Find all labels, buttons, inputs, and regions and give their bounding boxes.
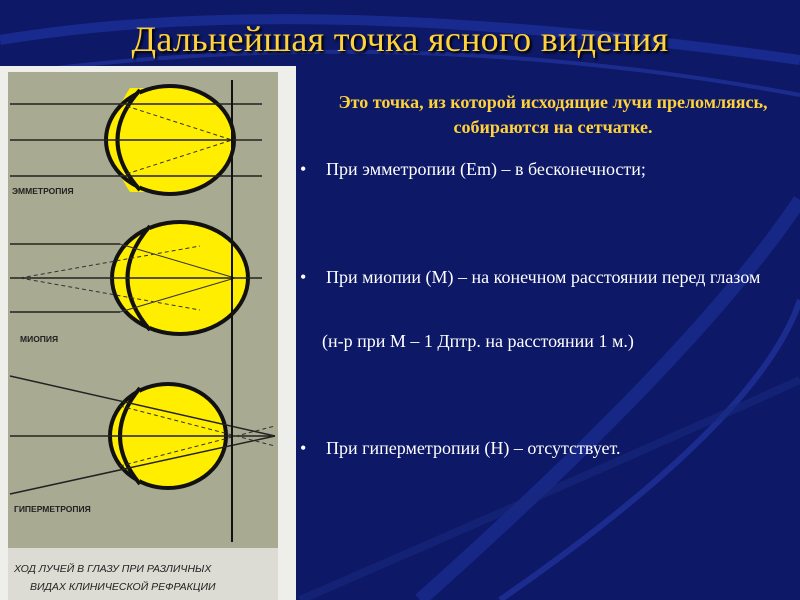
bullet-marker: • <box>300 267 307 287</box>
slide-title: Дальнейшая точка ясного видения <box>131 19 669 59</box>
bullet-emmetropia <box>300 156 790 182</box>
bullet-marker: • <box>300 438 307 458</box>
label-myopia: МИОПИЯ <box>20 334 59 344</box>
myopia-example-note: (н-р при М – 1 Дптр. на расстоянии 1 м.) <box>322 331 634 351</box>
bullet-text: При эмметропии (Em) – в бесконечности; <box>326 159 646 179</box>
label-hypermetropia: ГИПЕРМЕТРОПИЯ <box>14 504 91 514</box>
intro-definition: Это точка, из которой исходящие лучи преломляясь, собираются на сетчатке. <box>338 92 768 137</box>
bullet-hypermetropia <box>300 435 790 461</box>
bullet-text: При гиперметропии (Н) – отсутствует. <box>326 438 621 458</box>
refraction-diagram <box>0 66 296 600</box>
label-emmetropia: ЭММЕТРОПИЯ <box>12 186 74 196</box>
bullet-myopia <box>300 264 790 290</box>
bullet-text: При миопии (М) – на конечном расстоянии перед глазом <box>326 267 761 287</box>
bullet-marker: • <box>300 159 307 179</box>
figure-caption-line-2: ВИДАХ КЛИНИЧЕСКОЙ РЕФРАКЦИИ <box>30 581 216 593</box>
figure-caption-line-1: ХОД ЛУЧЕЙ В ГЛАЗУ ПРИ РАЗЛИЧНЫХ <box>14 563 212 575</box>
